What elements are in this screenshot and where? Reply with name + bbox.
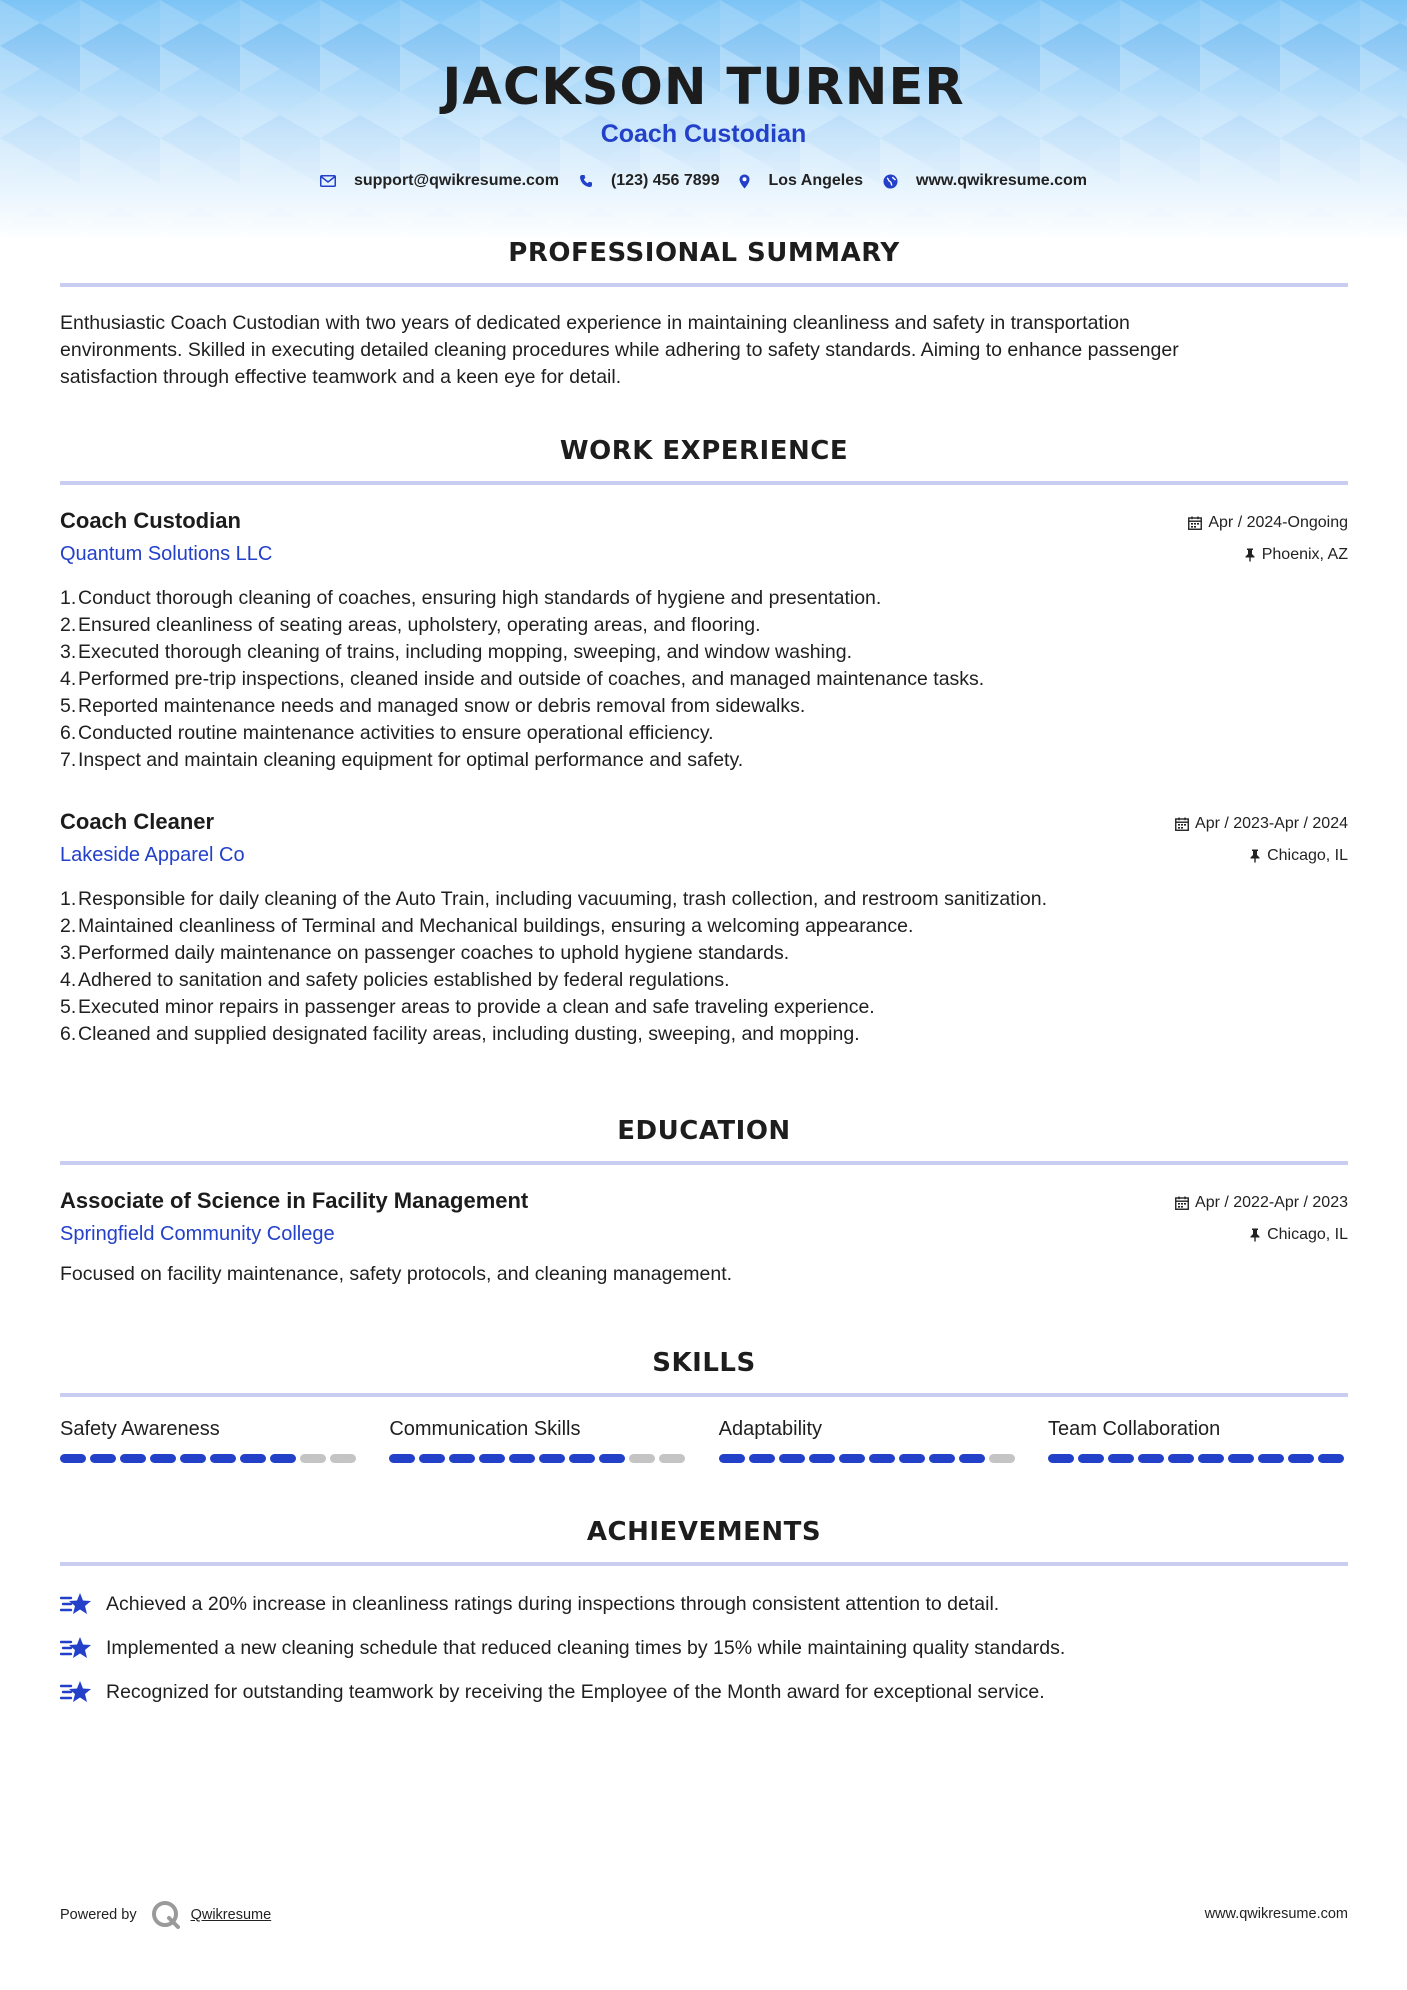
- footer-website[interactable]: www.qwikresume.com: [1204, 1906, 1348, 1922]
- education-divider: [60, 1161, 1348, 1165]
- job-role: Coach Custodian: [60, 508, 241, 533]
- summary-line: environments. Skilled in executing detailed cleaning procedures while adhering to safety standards. Aiming to enhance passenger: [60, 339, 1179, 361]
- skill-segment-filled: [240, 1454, 266, 1463]
- pushpin-icon: [1249, 1228, 1261, 1242]
- skill-segment-empty: [989, 1454, 1015, 1463]
- contact-location: [739, 172, 863, 190]
- calendar-icon: [1175, 817, 1189, 831]
- skill-segment-filled: [569, 1454, 595, 1463]
- skill-segment-filled: [869, 1454, 895, 1463]
- skill-segment-empty: [659, 1454, 685, 1463]
- achievements-heading: ACHIEVEMENTS: [586, 1517, 822, 1547]
- skill-item: [60, 1418, 360, 1463]
- skill-name: Team Collaboration: [1047, 1418, 1221, 1440]
- summary-divider: [60, 283, 1348, 287]
- summary-text: [60, 310, 1350, 391]
- list-item: 6. Conducted routine maintenance activities to ensure operational efficiency.: [60, 722, 714, 744]
- skill-segment-filled: [899, 1454, 925, 1463]
- skill-segment-filled: [449, 1454, 475, 1463]
- location-text: Los Angeles: [768, 172, 864, 189]
- list-item: 1. Conduct thorough cleaning of coaches, ensuring high standards of hygiene and presentation.: [60, 587, 882, 609]
- skills-divider: [60, 1393, 1348, 1397]
- list-item: 5. Executed minor repairs in passenger areas to provide a clean and safe traveling experience.: [60, 996, 875, 1018]
- skill-segment-filled: [180, 1454, 206, 1463]
- job-duties-2: [60, 886, 1350, 1048]
- skill-segment-filled: [1138, 1454, 1164, 1463]
- summary-heading: PROFESSIONAL SUMMARY: [508, 238, 900, 268]
- job-location: [1249, 847, 1348, 865]
- skill-item: [389, 1418, 689, 1463]
- list-item: 1. Responsible for daily cleaning of the Auto Train, including vacuuming, trash collection, and restroom sanitization.: [60, 888, 1048, 910]
- calendar-icon: [1188, 516, 1202, 530]
- qwikresume-logo-icon: [151, 1900, 181, 1930]
- job-dates-text: Apr / 2024-Ongoing: [1208, 514, 1348, 531]
- skill-segment-empty: [629, 1454, 655, 1463]
- skill-segment-filled: [509, 1454, 535, 1463]
- achievement-text: Achieved a 20% increase in cleanliness ratings during inspections through consistent attention to detail.: [106, 1592, 1000, 1615]
- skill-item: [1048, 1418, 1348, 1463]
- job-company: Quantum Solutions LLC: [60, 543, 273, 565]
- list-item: 4. Adhered to sanitation and safety policies established by federal regulations.: [60, 969, 730, 991]
- summary-line: satisfaction through effective teamwork and a keen eye for detail.: [60, 366, 622, 388]
- achievement-item: [60, 1626, 1350, 1670]
- education-dates: [1175, 1194, 1348, 1212]
- skill-segment-filled: [210, 1454, 236, 1463]
- email-text: support@qwikresume.com: [353, 172, 559, 189]
- skill-segment-filled: [719, 1454, 745, 1463]
- experience-divider: [60, 481, 1348, 485]
- education-degree: Associate of Science in Facility Management: [60, 1188, 529, 1213]
- experience-heading: WORK EXPERIENCE: [559, 436, 849, 466]
- skill-name: Adaptability: [718, 1418, 823, 1440]
- skills-heading: SKILLS: [652, 1348, 756, 1378]
- shooting-star-icon: [60, 1677, 94, 1707]
- shooting-star-icon: [60, 1589, 94, 1619]
- skill-segment-filled: [1228, 1454, 1254, 1463]
- phone-text: (123) 456 7899: [610, 172, 720, 189]
- pushpin-icon: [1249, 849, 1261, 863]
- skills-list: [60, 1418, 1348, 1463]
- skill-segment-filled: [1258, 1454, 1284, 1463]
- job-dates-text: Apr / 2023-Apr / 2024: [1195, 815, 1348, 832]
- phone-icon: [579, 174, 593, 188]
- achievement-text: Recognized for outstanding teamwork by receiving the Employee of the Month award for exceptional service.: [106, 1680, 1045, 1703]
- pushpin-icon: [1244, 548, 1256, 562]
- skill-segment-filled: [90, 1454, 116, 1463]
- shooting-star-icon: [60, 1633, 94, 1663]
- achievement-text: Implemented a new cleaning schedule that reduced cleaning times by 15% while maintaining quality standards.: [106, 1636, 1066, 1659]
- skill-segment-filled: [1168, 1454, 1194, 1463]
- job-company: Lakeside Apparel Co: [60, 844, 245, 866]
- skill-segment-filled: [419, 1454, 445, 1463]
- skill-item: [719, 1418, 1019, 1463]
- skill-name: Communication Skills: [389, 1418, 581, 1440]
- globe-icon: [883, 174, 898, 189]
- education-location: [1249, 1226, 1348, 1244]
- skill-segment-filled: [1048, 1454, 1074, 1463]
- achievements-divider: [60, 1562, 1348, 1566]
- calendar-icon: [1175, 1196, 1189, 1210]
- job-dates: [1175, 815, 1348, 833]
- candidate-title: Coach Custodian: [600, 120, 807, 148]
- contact-email[interactable]: [320, 172, 559, 190]
- list-item: 2. Ensured cleanliness of seating areas, upholstery, operating areas, and flooring.: [60, 614, 761, 636]
- skill-segment-filled: [599, 1454, 625, 1463]
- skill-segment-filled: [1318, 1454, 1344, 1463]
- contact-bar: [0, 172, 1407, 190]
- envelope-icon: [320, 175, 336, 187]
- skill-name: Safety Awareness: [60, 1418, 220, 1440]
- skill-segment-filled: [929, 1454, 955, 1463]
- list-item: 6. Cleaned and supplied designated facility areas, including dusting, sweeping, and mopping.: [60, 1023, 860, 1045]
- skill-segment-empty: [330, 1454, 356, 1463]
- list-item: 3. Executed thorough cleaning of trains, including mopping, sweeping, and window washing.: [60, 641, 852, 663]
- skill-segment-filled: [1108, 1454, 1134, 1463]
- achievement-item: [60, 1582, 1350, 1626]
- education-location-text: Chicago, IL: [1267, 1226, 1348, 1243]
- achievements-list: [60, 1582, 1350, 1714]
- contact-phone[interactable]: [579, 172, 720, 190]
- skill-level-bar: [60, 1454, 360, 1463]
- skill-segment-filled: [270, 1454, 296, 1463]
- summary-line: Enthusiastic Coach Custodian with two years of dedicated experience in maintaining cleanliness and safety in transportation: [60, 312, 1130, 334]
- skill-level-bar: [719, 1454, 1019, 1463]
- skill-segment-filled: [1288, 1454, 1314, 1463]
- brand-link[interactable]: Qwikresume: [190, 1907, 272, 1923]
- skill-segment-filled: [809, 1454, 835, 1463]
- skill-level-bar: [1048, 1454, 1348, 1463]
- job-duties-1: [60, 585, 1350, 774]
- job-role: Coach Cleaner: [60, 809, 215, 834]
- skill-segment-filled: [479, 1454, 505, 1463]
- list-item: 7. Inspect and maintain cleaning equipment for optimal performance and safety.: [60, 749, 744, 771]
- skill-segment-filled: [389, 1454, 415, 1463]
- job-location-text: Chicago, IL: [1267, 847, 1348, 864]
- job-location: [1244, 546, 1348, 564]
- skill-segment-filled: [60, 1454, 86, 1463]
- education-description: Focused on facility maintenance, safety protocols, and cleaning management.: [60, 1263, 733, 1285]
- candidate-name: JACKSON TURNER: [442, 58, 965, 117]
- skill-segment-empty: [300, 1454, 326, 1463]
- skill-segment-filled: [150, 1454, 176, 1463]
- list-item: 2. Maintained cleanliness of Terminal and Mechanical buildings, ensuring a welcoming appearance.: [60, 915, 914, 937]
- education-heading: EDUCATION: [617, 1116, 791, 1146]
- skill-segment-filled: [839, 1454, 865, 1463]
- skill-segment-filled: [959, 1454, 985, 1463]
- list-item: 4. Performed pre-trip inspections, cleaned inside and outside of coaches, and managed maintenance tasks.: [60, 668, 985, 690]
- skill-segment-filled: [779, 1454, 805, 1463]
- skill-segment-filled: [1078, 1454, 1104, 1463]
- skill-segment-filled: [539, 1454, 565, 1463]
- footer-powered-by: [60, 1900, 271, 1930]
- skill-segment-filled: [1198, 1454, 1224, 1463]
- achievement-item: [60, 1670, 1350, 1714]
- skill-level-bar: [389, 1454, 689, 1463]
- contact-website[interactable]: [883, 172, 1087, 190]
- job-dates: [1188, 514, 1348, 532]
- list-item: 5. Reported maintenance needs and managed snow or debris removal from sidewalks.: [60, 695, 806, 717]
- powered-by-label: Powered by: [60, 1907, 137, 1923]
- map-pin-icon: [739, 174, 750, 189]
- website-text: www.qwikresume.com: [916, 172, 1088, 189]
- job-location-text: Phoenix, AZ: [1261, 546, 1348, 563]
- list-item: 3. Performed daily maintenance on passenger coaches to uphold hygiene standards.: [60, 942, 790, 964]
- education-dates-text: Apr / 2022-Apr / 2023: [1195, 1194, 1348, 1211]
- skill-segment-filled: [749, 1454, 775, 1463]
- skill-segment-filled: [120, 1454, 146, 1463]
- education-school: Springfield Community College: [60, 1223, 335, 1245]
